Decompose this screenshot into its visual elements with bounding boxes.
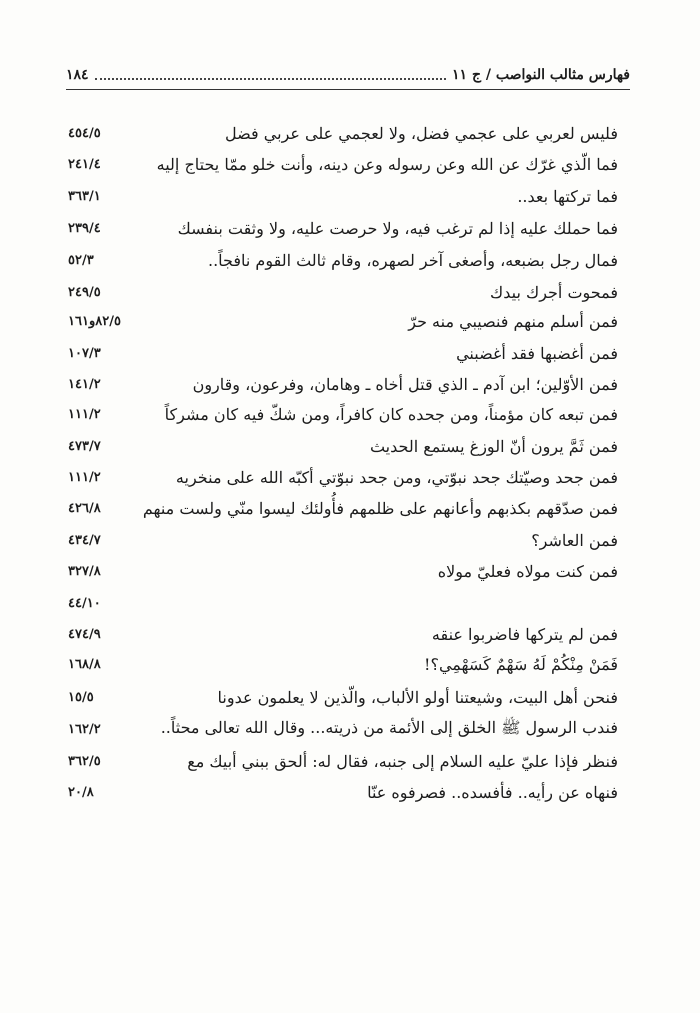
entry-text: فمن تبعه كان مؤمناً، ومن جحده كان كافراً، ومن شكّ فيه كان مشركاً — [164, 404, 618, 424]
index-entry — [68, 620, 618, 648]
entry-text: فمن أسلم منهم فنصيبي منه حرّ — [408, 311, 618, 331]
page-number: ١٨٤ — [66, 67, 89, 83]
index-entry — [68, 463, 618, 491]
entry-reference: ١٠٧/٣ — [68, 345, 101, 361]
index-entry — [68, 339, 618, 367]
index-entry — [68, 526, 618, 554]
index-entry — [68, 589, 618, 617]
entry-text: فمن لم يتركها فاضربوا عنقه — [431, 624, 618, 644]
entry-text: فما حملك عليه إذا لم ترغب فيه، ولا حرصت عليه، ولا وثقت بنفسك — [177, 218, 618, 238]
entry-reference: ١٦٨/٨ — [68, 656, 101, 672]
entry-text: فنهاه عن رأيه.. فأفسده.. فصرفوه عنّا — [367, 782, 618, 802]
entry-text: فمن العاشر؟ — [531, 530, 618, 550]
entry-reference: ٨٢/٥و١٦١ — [68, 313, 121, 329]
entry-text: فمن ثَمَّ يرون أنّ الوزغ يستمع الحديث — [369, 436, 618, 456]
index-entry — [68, 494, 618, 522]
entry-reference: ٤٤/١٠ — [68, 595, 101, 611]
entry-text: فندب الرسول ﷺ الخلق إلى الأئمة من ذريته... وقال الله تعالى محثاً.. — [160, 717, 618, 737]
index-entry — [68, 400, 618, 428]
header-leader-dots — [95, 70, 446, 80]
index-entry — [68, 246, 618, 274]
index-entry — [68, 778, 618, 806]
entry-reference: ٢٠/٨ — [68, 784, 94, 800]
index-entry — [68, 214, 618, 242]
entry-text: فمن صدّقهم بكذبهم وأعانهم على ظلمهم فأُولئك ليسوا منّي ولست منهم — [142, 498, 618, 518]
entry-text: فمحوت أجرك بيدك — [490, 282, 618, 302]
entry-reference: ٢٣٩/٤ — [68, 220, 101, 236]
running-header — [66, 64, 630, 86]
entry-text: فليس لعربي على عجمي فضل، ولا لعجمي على عربي فضل — [225, 123, 618, 143]
entry-reference: ٤٢٦/٨ — [68, 500, 101, 516]
index-entry — [68, 278, 618, 306]
index-entry — [68, 119, 618, 147]
entry-reference: ٣٦٢/٥ — [68, 753, 101, 769]
entry-text: فَمَنْ مِنْكُمْ لَهُ سَهْمٌ كَسَهْمِي؟! — [424, 654, 618, 674]
entry-text: فمال رجل بضبعه، وأصغى آخر لصهره، وقام ثالث القوم نافجاً.. — [207, 250, 618, 270]
entry-reference: ٤٧٣/٧ — [68, 438, 101, 454]
index-entry — [68, 715, 618, 743]
index-entry — [68, 182, 618, 210]
entry-reference: ١٦٢/٢ — [68, 721, 101, 737]
index-entry — [68, 557, 618, 585]
entry-reference: ٣٢٧/٨ — [68, 563, 101, 579]
entry-text: فمن جحد وصيّتك جحد نبوّتي، ومن جحد نبوّتي أكبّه الله على منخريه — [175, 467, 618, 487]
header-title: فهارس مثالب النواصب / ج ١١ — [452, 67, 630, 83]
entry-reference: ١١١/٢ — [68, 406, 101, 422]
index-entry — [68, 747, 618, 775]
index-entry — [68, 683, 618, 711]
entry-reference: ٤٧٤/٩ — [68, 626, 101, 642]
index-entry — [68, 432, 618, 460]
entry-reference: ٢٤٩/٥ — [68, 284, 101, 300]
entry-text: فما الّذي غرّك عن الله وعن رسوله وعن دينه، وأنت خلو ممّا يحتاج إليه — [156, 154, 618, 174]
header-rule — [66, 89, 630, 90]
entry-reference: ١٤١/٢ — [68, 376, 101, 392]
entry-reference: ١١١/٢ — [68, 469, 101, 485]
entry-reference: ٢٤١/٤ — [68, 156, 101, 172]
index-entry — [68, 370, 618, 398]
entry-reference: ١٥/٥ — [68, 689, 94, 705]
index-entry — [68, 650, 618, 678]
entry-text: فمن الأوّلين؛ ابن آدم ـ الذي قتل أخاه ـ وهامان، وفرعون، وقارون — [192, 374, 618, 394]
entry-reference: ٣٦٣/١ — [68, 188, 101, 204]
index-entry — [68, 307, 618, 335]
entry-text: فنظر فإذا عليّ عليه السلام إلى جنبه، فقال له: ألحق ببني أبيك مع — [187, 751, 618, 771]
entry-reference: ٤٣٤/٧ — [68, 532, 101, 548]
entry-reference: ٥٢/٣ — [68, 252, 94, 268]
entry-reference: ٤٥٤/٥ — [68, 125, 101, 141]
index-entry — [68, 150, 618, 178]
entry-text: فما تركتها بعد.. — [517, 186, 618, 206]
entry-text: فمن أغضبها فقد أغضبني — [456, 343, 618, 363]
entry-text: فنحن أهل البيت، وشيعتنا أولو الألباب، والّذين لا يعلمون عدونا — [217, 687, 618, 707]
entry-text: فمن كنت مولاه فعليّ مولاه — [437, 561, 618, 581]
